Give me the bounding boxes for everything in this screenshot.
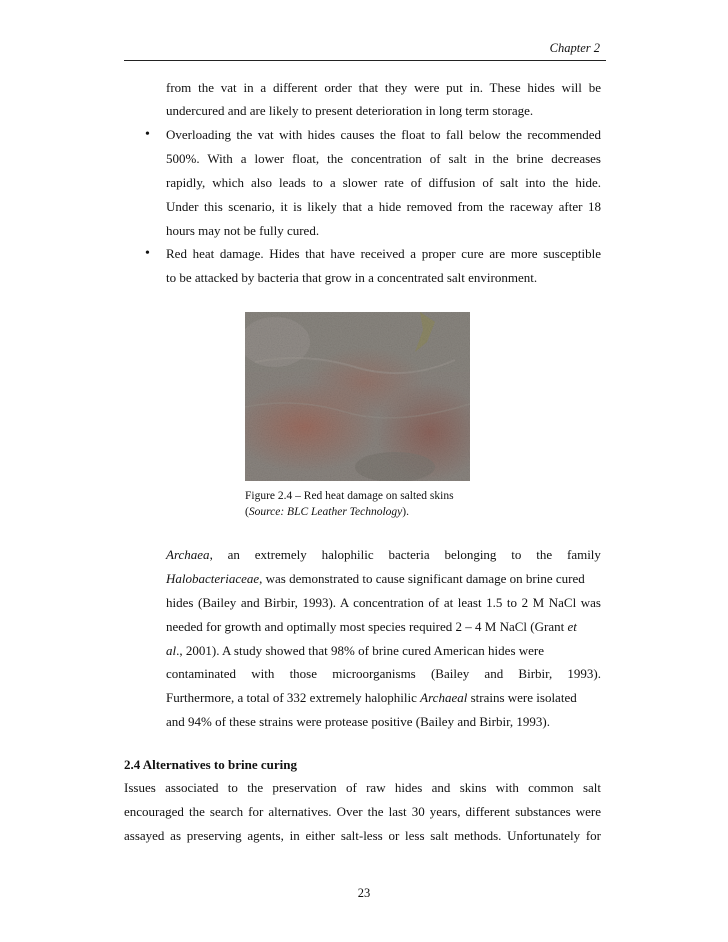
bullet-2-line-2: to be attacked by bacteria that grow in a concentrated salt environment.: [166, 270, 538, 285]
section-line-1: Issues associated to the preservation of raw hides and skins with common salt: [124, 780, 601, 795]
archaea-line-6: contaminated with those microorganisms (Bailey and Birbir, 1993).: [166, 666, 601, 681]
source-paren-open: (: [245, 506, 249, 518]
word: halophilic: [321, 547, 374, 562]
header-rule: [124, 60, 606, 61]
red-heat-damage-photo: [245, 312, 470, 481]
page-number: 23: [357, 886, 371, 900]
word: family: [566, 547, 601, 562]
bullet-2-line-1: Red heat damage. Hides that have received a proper cure are more susceptible: [166, 246, 601, 261]
word: the: [536, 547, 553, 562]
chapter-header: Chapter 2: [549, 41, 600, 55]
continuation-line-2: undercured and are likely to present deterioration in long term storage.: [166, 103, 534, 118]
archaea-line-1: [166, 547, 601, 563]
word: to: [511, 547, 522, 562]
bullet-1-line-5: hours may not be fully cured.: [166, 223, 320, 238]
section-line-2: encouraged the search for alternatives. Over the last 30 years, different substances were: [124, 804, 601, 819]
figure-caption: Figure 2.4 – Red heat damage on salted skins: [245, 490, 454, 502]
word: belonging: [444, 547, 497, 562]
archaea-line-4: needed for growth and optimally most species required 2 – 4 M NaCl (Grant et: [166, 619, 577, 634]
bullet-1-line-4: Under this scenario, it is likely that a hide removed from the raceway after 18: [166, 199, 601, 214]
archaea-line-3: hides (Bailey and Birbir, 1993). A concentration of at least 1.5 to 2 M NaCl was: [166, 595, 601, 610]
section-heading: 2.4 Alternatives to brine curing: [124, 757, 297, 772]
word: Archaea,: [166, 547, 213, 562]
archaea-line-7: Furthermore, a total of 332 extremely halophilic Archaeal strains were isolated: [166, 690, 577, 705]
source-paren-close: ).: [402, 506, 409, 518]
archaea-line-2: Halobacteriaceae, was demonstrated to cause significant damage on brine cured: [166, 571, 585, 586]
source-text: Source: BLC Leather Technology: [248, 506, 403, 518]
bullet-1-line-1: Overloading the vat with hides causes the float to fall below the recommended: [166, 127, 601, 142]
bullet-1-line-2: 500%. With a lower float, the concentration of salt in the brine decreases: [166, 151, 601, 166]
archaea-line-5: al., 2001). A study showed that 98% of brine cured American hides were: [166, 643, 545, 658]
continuation-line-1: from the vat in a different order that they were put in. These hides will be: [166, 80, 601, 95]
word: bacteria: [388, 547, 430, 562]
figure-source: [245, 505, 409, 519]
word: an: [227, 547, 240, 562]
bullet-marker: •: [145, 127, 150, 142]
section-line-3: assayed as preserving agents, in either salt-less or less salt methods. Unfortunately for: [124, 828, 601, 843]
bullet-1-line-3: rapidly, which also leads to a slower rate of diffusion of salt into the hide.: [166, 175, 601, 190]
bullet-marker: •: [145, 246, 150, 261]
word: extremely: [254, 547, 307, 562]
archaea-line-8: and 94% of these strains were protease positive (Bailey and Birbir, 1993).: [166, 714, 550, 729]
